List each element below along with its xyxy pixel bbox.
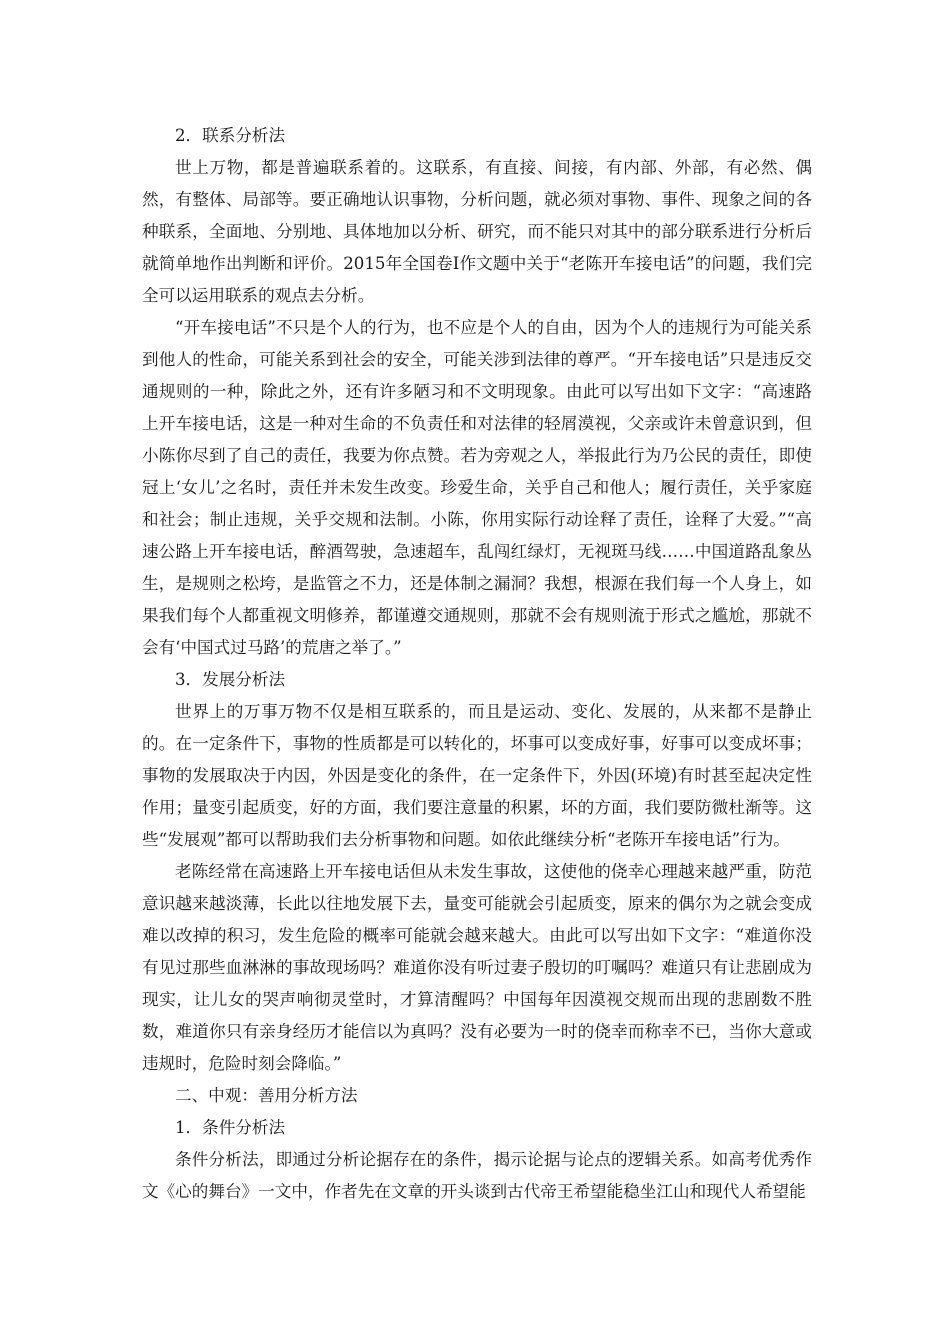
paragraph-quantitative-change-example: 老陈经常在高速路上开车接电话但从未发生事故，这使他的侥幸心理越来越严重，防范意识越来越淡薄，长此以往地发展下去，量变可能就会引起质变，原来的偶尔为之就会变成难以改掉的积习，发生危险的概率可能就会越来越大。由此可以写出如下文字：“难道你没有见过那些血淋淋的事故现场吗？难道你没有听过妻子殷切的叮嘱吗？难道只有让悲剧成为现实，让儿女的哭声响彻灵堂时，才算清醒吗？中国每年因漠视交规而出现的悲剧数不胜数，难道你只有亲身经历才能信以为真吗？没有必要为一时的侥幸而称幸不已，当你大意或违规时，危险时刻会降临。”: [142, 862, 812, 1073]
paragraph-phone-while-driving-example: “开车接电话”不只是个人的行为，也不应是个人的自由，因为个人的违规行为可能关系到他人的性命，可能关系到社会的安全，可能关涉到法律的尊严。“开车接电话”只是违反交通规则的一种，除此之外，还有许多陋习和不文明现象。由此可以写出如下文字：“高速路上开车接电话，这是一种对生命的不负责任和对法律的轻屑漠视，父亲或许未曾意识到，但小陈你尽到了自己的责任，我要为你点赞。若为旁观之人，举报此行为乃公民的责任，即使冠上‘女儿’之名时，责任并未发生改变。珍爱生命，关乎自己和他人；履行责任，关乎家庭和社会；制止违规，关乎交规和法制。小陈，你用实际行动诠释了责任，诠释了大爱。”“高速公路上开车接电话，醉酒驾驶，急速超车，乱闯红绿灯，无视斑马线……中国道路乱象丛生，是规则之松垮，是监管之不力，还是体制之漏洞？我想，根源在我们每一个人身上，如果我们每个人都重视文明修养，都谨遵交通规则，那就不会有规则流于形式之尴尬，那就不会有‘中国式过马路’的荒唐之举了。”: [142, 318, 812, 657]
paragraph-development-view: 世界上的万事万物不仅是相互联系的，而且是运动、变化、发展的，从来都不是静止的。在一定条件下，事物的性质都是可以转化的，坏事可以变成好事，好事可以变成坏事；事物的发展取决于内因，外因是变化的条件，在一定条件下，外因(环境)有时甚至起决定性作用；量变引起质变，好的方面，我们要注意量的积累，坏的方面，我们要防微杜渐等。这些“发展观”都可以帮助我们去分析事物和问题。如依此继续分析“老陈开车接电话”行为。: [142, 702, 812, 849]
section-heading-development-analysis: 3．发展分析法: [175, 670, 286, 689]
document-page: [142, 120, 812, 1208]
section-heading-linkage-analysis: 2．联系分析法: [175, 126, 286, 145]
paragraph-universal-connection: 世上万物，都是普遍联系着的。这联系，有直接、间接，有内部、外部，有必然、偶然，有整体、局部等。要正确地认识事物，分析问题，就必须对事物、事件、现象之间的各种联系，全面地、分别地、具体地加以分析、研究，而不能只对其中的部分联系进行分析后就简单地作出判断和评价。2015年全国卷Ⅰ作文题中关于“老陈开车接电话”的问题，我们完全可以运用联系的观点去分析。: [142, 158, 812, 305]
section-heading-condition-analysis: 1．条件分析法: [175, 1118, 286, 1137]
paragraph-condition-analysis: 条件分析法，即通过分析论据存在的条件，揭示论据与论点的逻辑关系。如高考优秀作文《心的舞台》一文中，作者先在文章的开头谈到古代帝王希望能稳坐江山和现代人希望能: [142, 1150, 812, 1201]
section-heading-meso-view: 二、中观：善用分析方法: [175, 1086, 358, 1105]
